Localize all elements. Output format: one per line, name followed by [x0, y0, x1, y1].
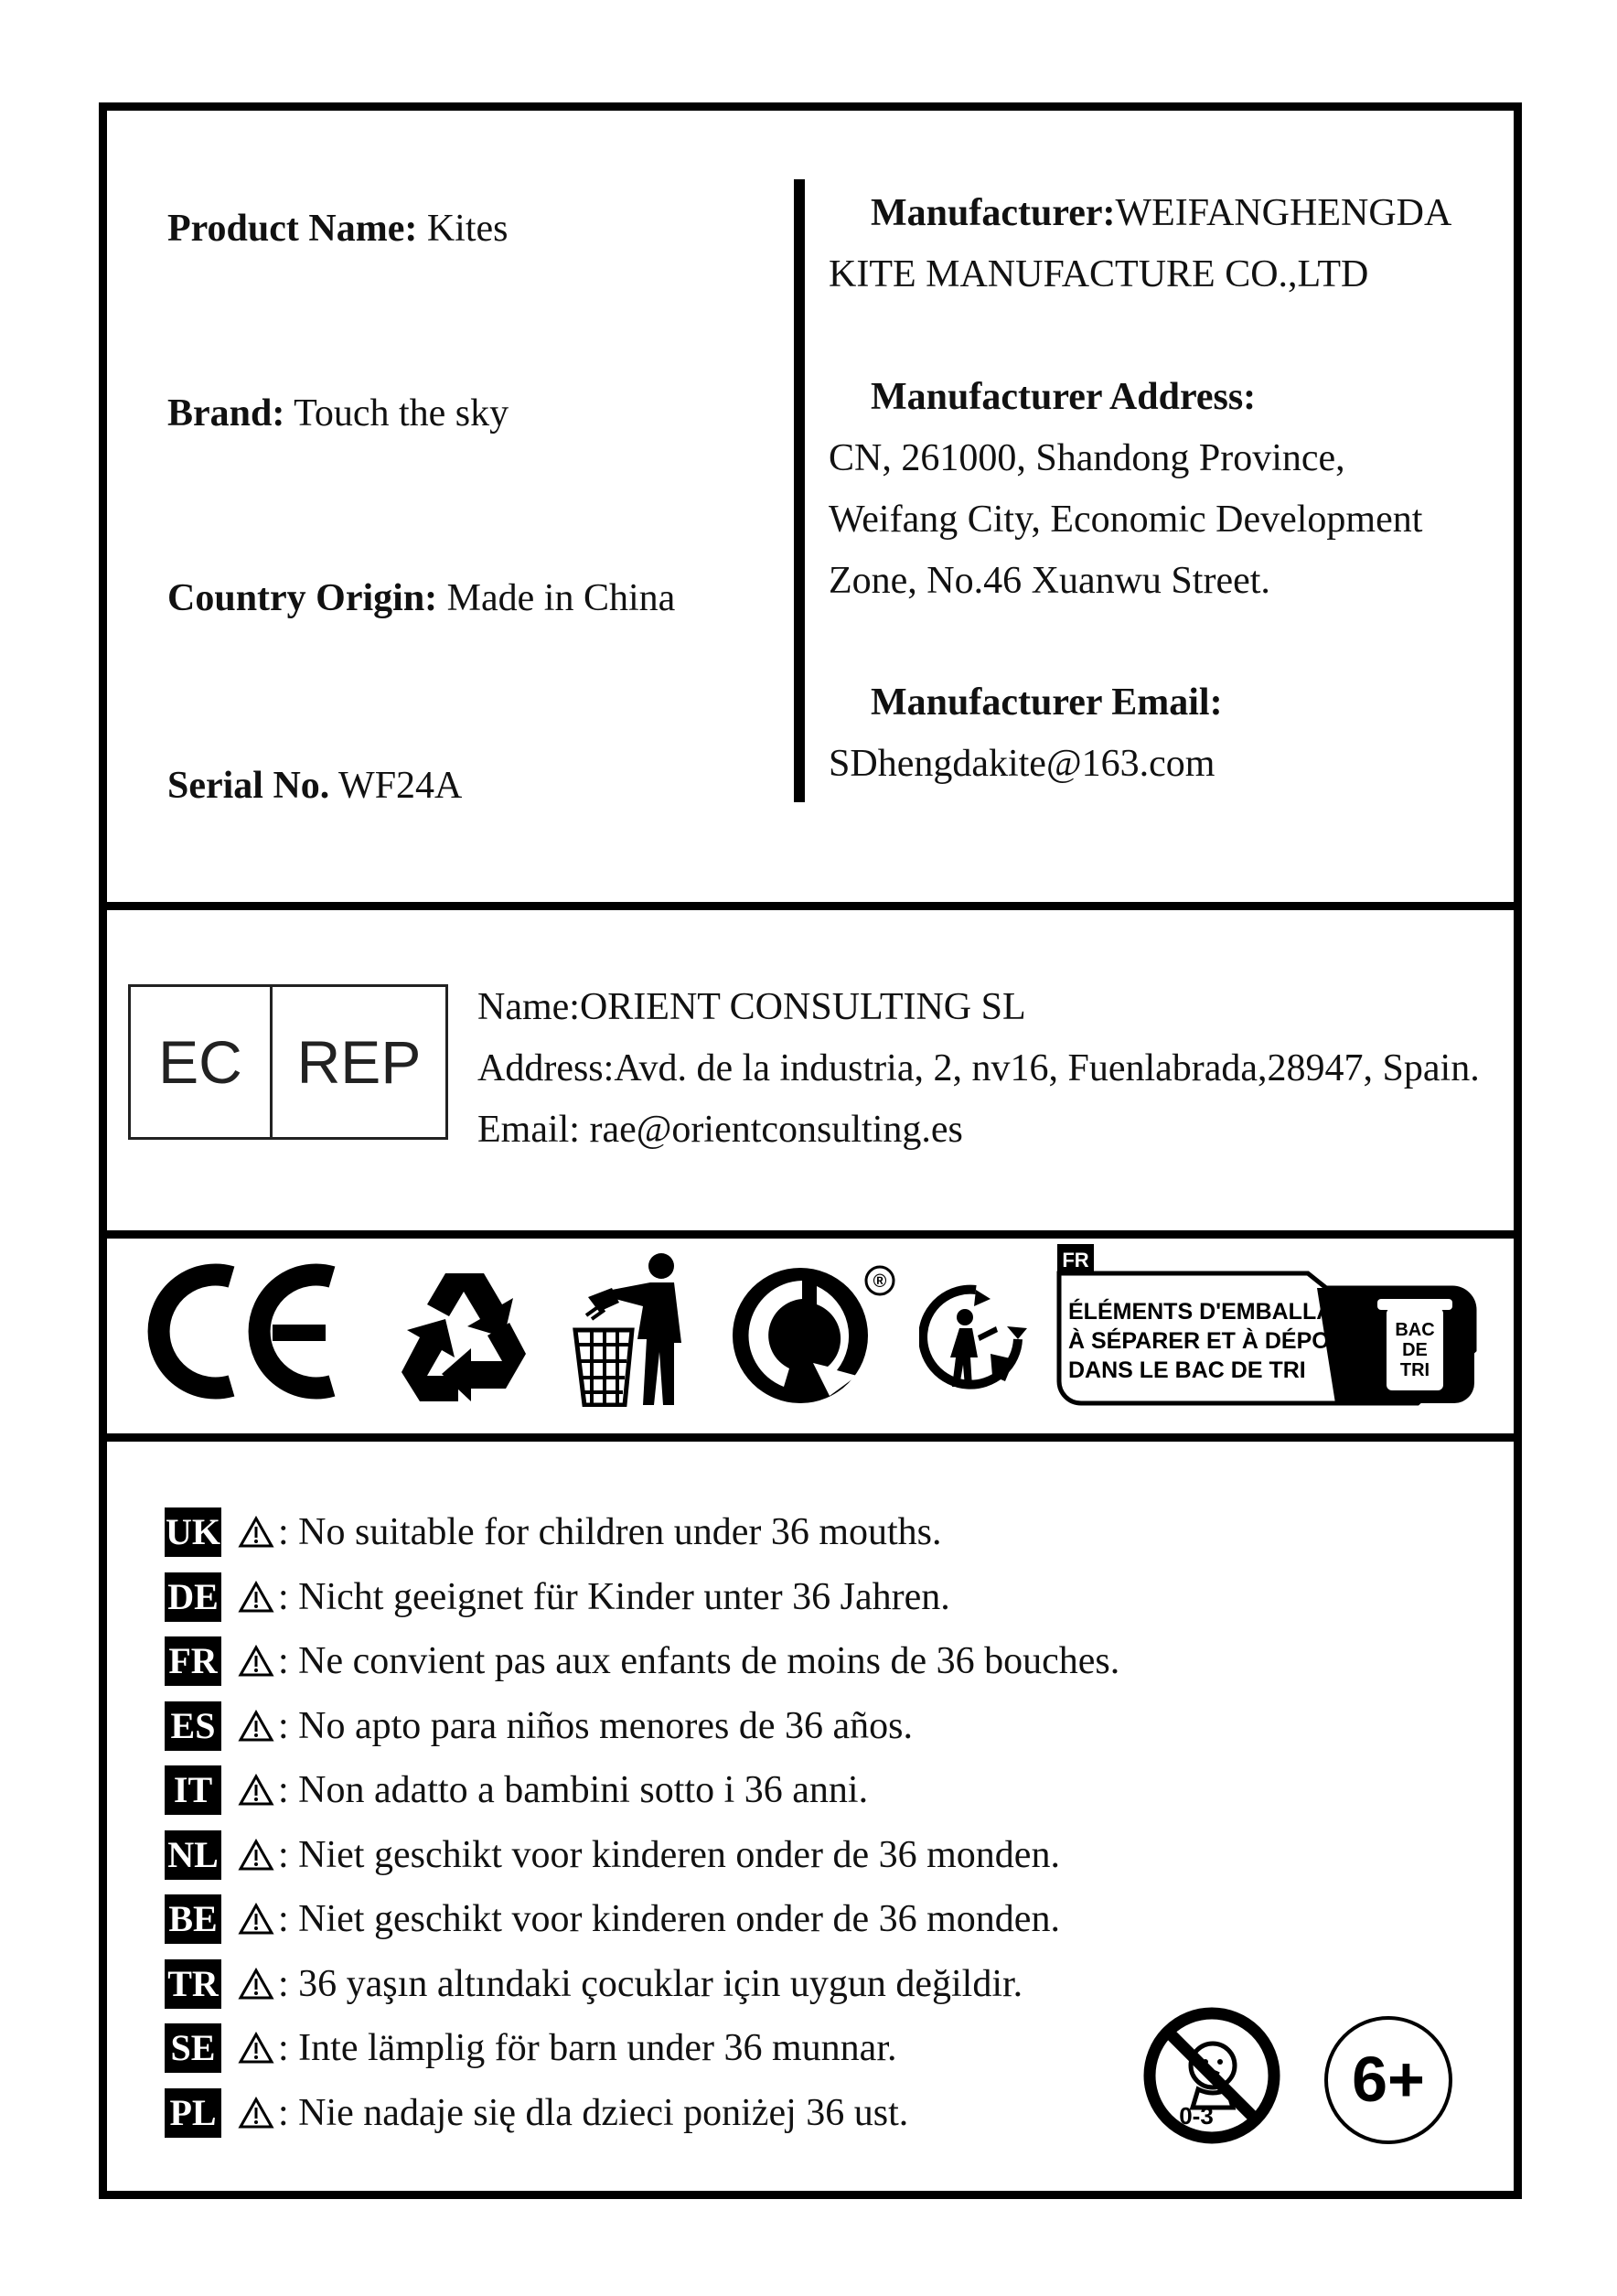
product-name-value: Kites [417, 208, 509, 250]
ec-rep-badge [128, 984, 448, 1140]
warning-row [165, 1500, 1119, 1565]
brand-label: Brand: [167, 392, 285, 435]
serial-label: Serial No. [167, 765, 330, 807]
warning-text: : Ne convient pas aux enfants de moins de 36 bouches. [278, 1640, 1120, 1683]
warning-triangle-icon [238, 1839, 274, 1872]
age-label: 6+ [1352, 2044, 1425, 2115]
country-code: UK [165, 1507, 221, 1557]
ec-rep-address: Address:Avd. de la industria, 2, nv16, Fuenlabrada,28947, Spain. [477, 1047, 1480, 1089]
warning-text: : 36 yaşın altındaki çocuklar için uygun değildir. [278, 1962, 1023, 2005]
warning-triangle-icon [238, 2032, 274, 2065]
info-tri-badge [1052, 1244, 1482, 1413]
info-tri-line3: DANS LE BAC DE TRI [1068, 1357, 1306, 1383]
warning-row [165, 2016, 1119, 2081]
ec-badge-text: EC [131, 987, 273, 1137]
tidyman-icon [572, 1251, 700, 1407]
warning-text: : Niet geschikt voor kinderen onder de 36 monden. [278, 1898, 1060, 1941]
warning-triangle-icon [238, 1516, 274, 1549]
country-code: FR [165, 1636, 221, 1686]
warning-triangle-icon [238, 2097, 274, 2130]
triman-icon [919, 1281, 1029, 1400]
warning-row [165, 2081, 1119, 2146]
warning-text: : Nicht geeignet für Kinder unter 36 Jahren. [278, 1575, 950, 1618]
not-suitable-label: 0-3 [1179, 2102, 1214, 2130]
warning-text: : No apto para niños menores de 36 años. [278, 1704, 914, 1747]
manufacturer-block [829, 183, 1496, 795]
manufacturer-name-line1 [829, 183, 1496, 244]
manufacturer-label: Manufacturer: [871, 192, 1116, 234]
info-tri-line2: À SÉPARER ET À DÉPOSER [1068, 1328, 1377, 1354]
info-tri-line1: ÉLÉMENTS D'EMBALLAGE [1068, 1299, 1366, 1325]
section-divider [99, 1433, 1522, 1442]
warning-triangle-icon [238, 1774, 274, 1807]
manufacturer-address-label: Manufacturer Address: [871, 376, 1257, 418]
warning-text: : No suitable for children under 36 mouths. [278, 1511, 942, 1554]
warning-triangle-icon [238, 1581, 274, 1614]
manufacturer-name-line2: KITE MANUFACTURE CO.,LTD [829, 253, 1369, 295]
origin-value: Made in China [437, 577, 676, 619]
section-divider [99, 1230, 1522, 1239]
warning-row [165, 1952, 1119, 2017]
warning-row [165, 1565, 1119, 1630]
product-name [167, 207, 508, 251]
warning-row [165, 1823, 1119, 1888]
warning-text: : Niet geschikt voor kinderen onder de 36 monden. [278, 1833, 1060, 1876]
bin-line3: TRI [1399, 1360, 1430, 1380]
ec-rep-email: Email: rae@orientconsulting.es [477, 1109, 963, 1151]
info-tri-country: FR [1062, 1249, 1089, 1271]
serial-no [167, 764, 462, 808]
warning-row [165, 1758, 1119, 1823]
country-code: ES [165, 1701, 221, 1751]
country-code: NL [165, 1830, 221, 1880]
warning-triangle-icon [238, 1903, 274, 1936]
warning-text: : Inte lämplig för barn under 36 munnar. [278, 2027, 897, 2070]
warning-list [165, 1500, 1119, 2145]
registered-mark: ® [873, 1271, 887, 1292]
origin-label: Country Origin: [167, 577, 438, 619]
bin-line2: DE [1402, 1340, 1428, 1360]
manufacturer-address-line: CN, 261000, Shandong Province, [829, 437, 1345, 479]
country-code: SE [165, 2023, 221, 2073]
warning-row [165, 1694, 1119, 1759]
column-divider [794, 179, 805, 802]
serial-value: WF24A [329, 765, 463, 807]
manufacturer-address-line: Zone, No.46 Xuanwu Street. [829, 560, 1270, 602]
bin-line1: BAC [1395, 1320, 1435, 1340]
warning-text: : Nie nadaje się dla dzieci poniżej 36 ust. [278, 2091, 909, 2134]
not-suitable-0-3-icon [1141, 2005, 1283, 2147]
country-origin [167, 576, 675, 620]
warning-triangle-icon [238, 1968, 274, 2001]
country-code: BE [165, 1894, 221, 1944]
country-code: TR [165, 1959, 221, 2009]
age-6-plus-icon [1321, 2012, 1456, 2148]
warning-triangle-icon [238, 1645, 274, 1678]
section-divider [99, 902, 1522, 910]
ec-rep-info [477, 977, 1480, 1161]
warning-triangle-icon [238, 1710, 274, 1743]
warning-row [165, 1887, 1119, 1952]
country-code: PL [165, 2088, 221, 2138]
brand-value: Touch the sky [284, 392, 509, 435]
product-name-label: Product Name: [167, 208, 418, 250]
ec-rep-name: Name:ORIENT CONSULTING SL [477, 986, 1026, 1028]
warning-text: : Non adatto a bambini sotto i 36 anni. [278, 1769, 869, 1812]
country-code: IT [165, 1765, 221, 1815]
manufacturer-email: SDhengdakite@163.com [829, 743, 1215, 785]
green-dot-icon [729, 1262, 903, 1409]
rep-badge-text: REP [296, 1028, 422, 1096]
warning-row [165, 1629, 1119, 1694]
manufacturer-name: WEIFANGHENGDA [1115, 192, 1452, 234]
ce-mark-icon [145, 1261, 341, 1402]
manufacturer-address-line: Weifang City, Economic Development [829, 499, 1423, 541]
brand [167, 392, 509, 435]
manufacturer-email-label: Manufacturer Email: [871, 681, 1223, 724]
recycle-icon [389, 1264, 540, 1411]
country-code: DE [165, 1572, 221, 1622]
